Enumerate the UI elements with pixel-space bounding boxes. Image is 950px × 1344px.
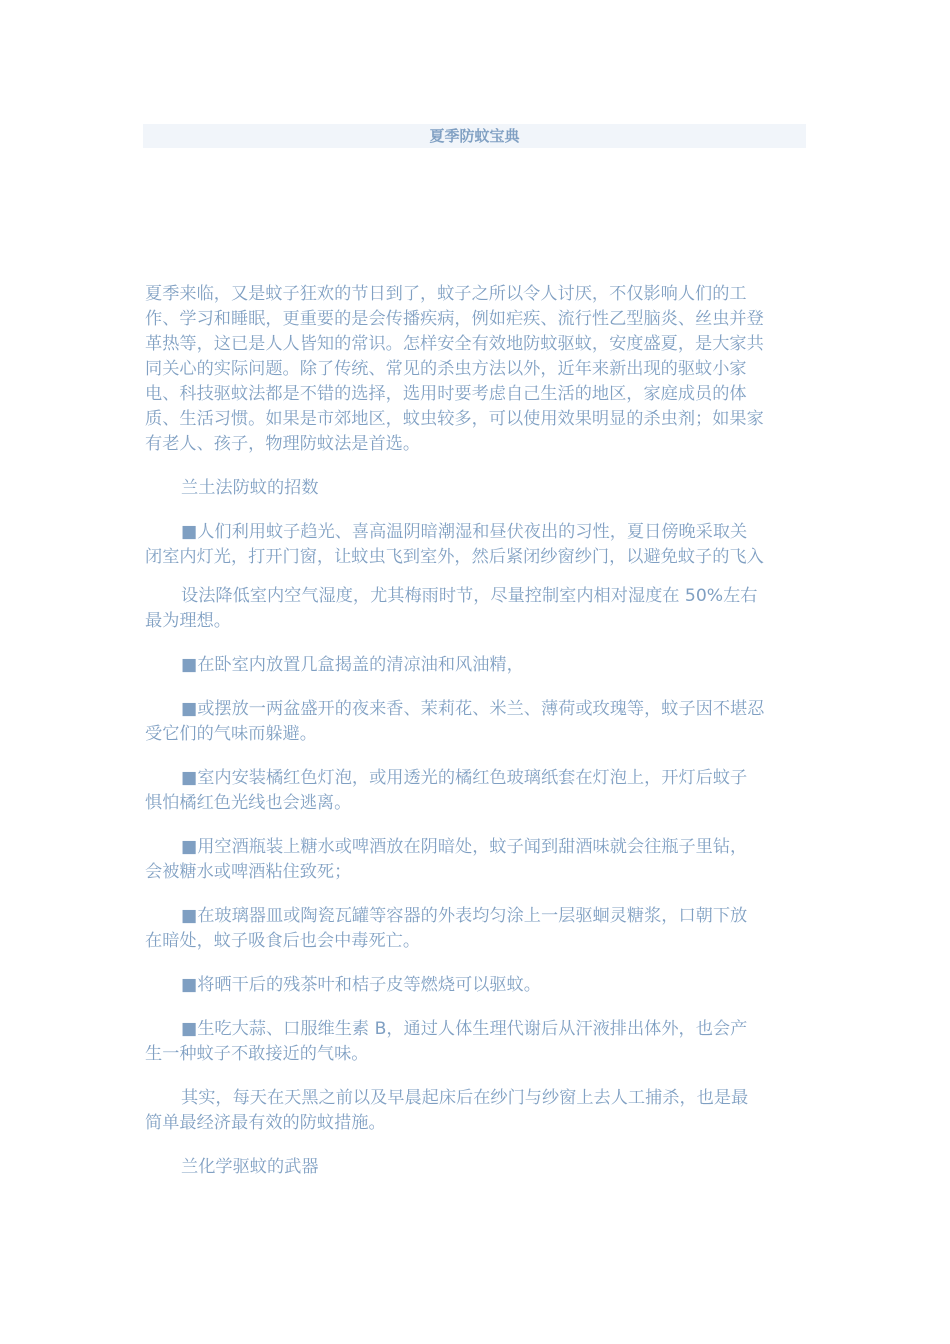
section-heading-folk-methods: 兰土法防蚊的招数 [181,478,319,498]
list-item-orange-bulb: ■室内安装橘红色灯泡，或用透光的橘红色玻璃纸套在灯泡上，开灯后蚊子 惧怕橘红色光线也会逃离。 [145,768,748,813]
list-item-balm-oil: ■在卧室内放置几盒揭盖的清凉油和风油精， [181,655,524,675]
list-item-syrup-coating: ■在玻璃器皿或陶瓷瓦罐等容器的外表均匀涂上一层驱蛔灵糖浆，口朝下放 在暗处，蚊子吸食后也会中毒死亡。 [145,906,748,951]
list-item-humidity: 设法降低室内空气湿度，尤其梅雨时节，尽量控制室内相对湿度在 50%左右 最为理想。 [145,586,758,631]
list-item-light-method: ■人们利用蚊子趋光、喜高温阴暗潮湿和昼伏夜出的习性，夏日傍晚采取关 闭室内灯光，打开门窗，让蚊虫飞到室外，然后紧闭纱窗纱门，以避免蚊子的飞入 [145,522,764,567]
manual-catch-paragraph: 其实，每天在天黑之前以及早晨起床后在纱门与纱窗上去人工捕杀，也是最 简单最经济最有效的防蚊措施。 [145,1088,749,1133]
list-item-bottle-trap: ■用空酒瓶装上糖水或啤酒放在阴暗处，蚊子闻到甜酒味就会往瓶子里钻， 会被糖水或啤酒粘住致死； [145,837,748,882]
intro-paragraph: 夏季来临，又是蚊子狂欢的节日到了，蚊子之所以令人讨厌，不仅影响人们的工 作、学习和睡眠，更重要的是会传播疾病，例如疟疾、流行性乙型脑炎、丝虫并登 革热等，这已是人人皆知的常识。怎样安全有效地防蚊驱蚊，安度盛夏，是大家共 同关心的实际问题。除了传统、常见的杀虫方法以外，近年来新出现的驱蚊小家 电、科技驱蚊法都是不错的选择，选用时要考虑自己生活的地区，家庭成员的体 质、生活习惯。如果是市郊地区，蚊虫较多，可以使用效果明显的杀虫剂；如果家 有老人、孩子，物理防蚊法是首选。 [145,284,764,454]
list-item-garlic-vitamin: ■生吃大蒜、口服维生素 B，通过人体生理代谢后从汗液排出体外，也会产 生一种蚊子不敢接近的气味。 [145,1019,748,1064]
document-title: 夏季防蚊宝典 [143,124,806,148]
section-heading-chemical: 兰化学驱蚊的武器 [181,1157,319,1177]
list-item-flowers: ■或摆放一两盆盛开的夜来香、茉莉花、米兰、薄荷或玫瑰等，蚊子因不堪忍 受它们的气味而躲避。 [145,699,765,744]
document-body [145,282,809,1199]
list-item-burn-tea-peel: ■将晒干后的残茶叶和桔子皮等燃烧可以驱蚊。 [181,975,541,995]
